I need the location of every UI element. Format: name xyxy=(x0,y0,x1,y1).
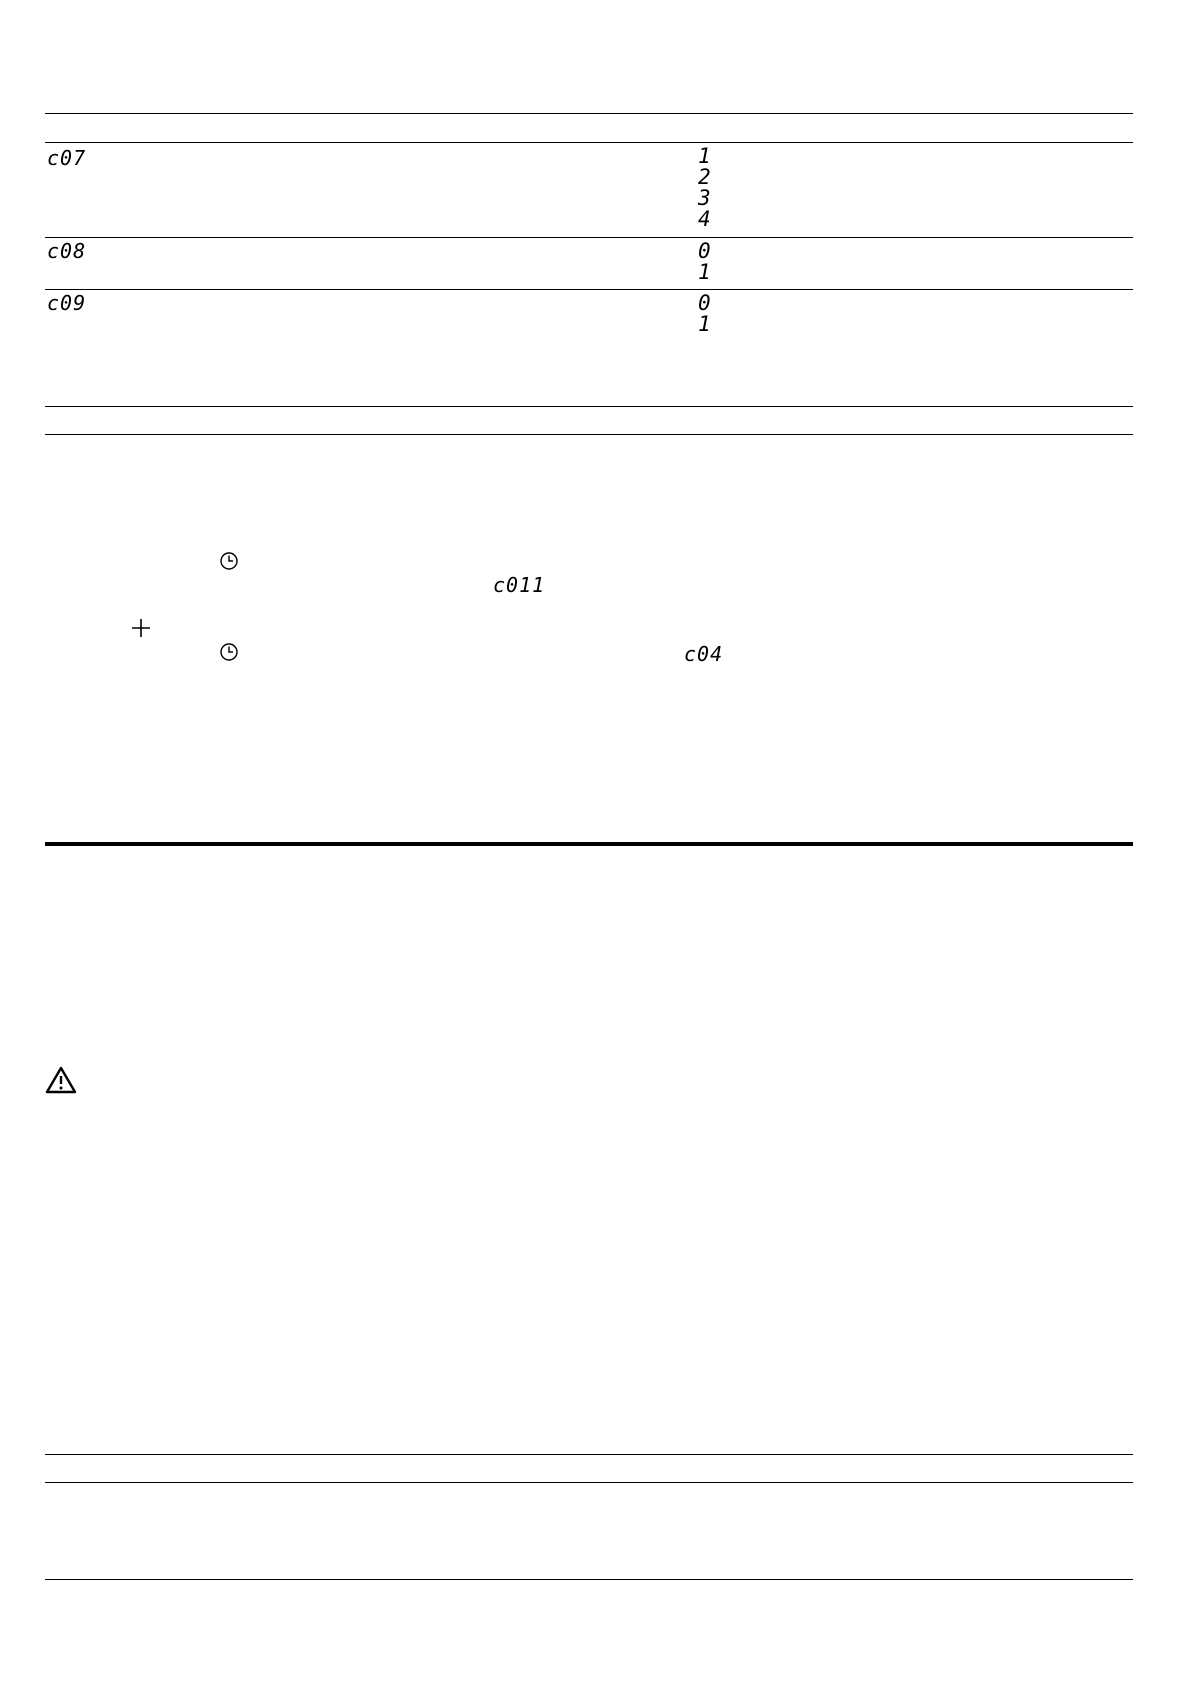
setting-value: 3 xyxy=(698,186,712,210)
setting-value: 1 xyxy=(698,312,712,336)
row-divider xyxy=(45,289,1133,290)
section-divider xyxy=(45,842,1133,846)
table-footer-rule xyxy=(45,434,1133,435)
warning-triangle-icon xyxy=(45,1066,77,1094)
setting-value: 0 xyxy=(698,239,712,263)
setting-value: 4 xyxy=(698,207,712,231)
table-header-rule xyxy=(45,1482,1133,1483)
display-code: c011 xyxy=(493,573,546,597)
table-bottom-rule xyxy=(45,1579,1133,1580)
setting-value: 1 xyxy=(698,260,712,284)
table-top-rule xyxy=(45,1454,1133,1455)
setting-value: 0 xyxy=(698,291,712,315)
setting-code: c09 xyxy=(47,291,87,315)
row-divider xyxy=(45,237,1133,238)
setting-code: c08 xyxy=(47,239,87,263)
setting-value: 2 xyxy=(698,165,712,189)
clock-icon xyxy=(219,642,239,662)
plus-icon xyxy=(130,617,152,639)
table-bottom-rule xyxy=(45,406,1133,407)
setting-value: 1 xyxy=(698,144,712,168)
table-top-rule xyxy=(45,113,1133,114)
display-code: c04 xyxy=(684,642,724,666)
table-header-rule xyxy=(45,142,1133,143)
clock-icon xyxy=(219,551,239,571)
setting-code: c07 xyxy=(47,146,87,170)
